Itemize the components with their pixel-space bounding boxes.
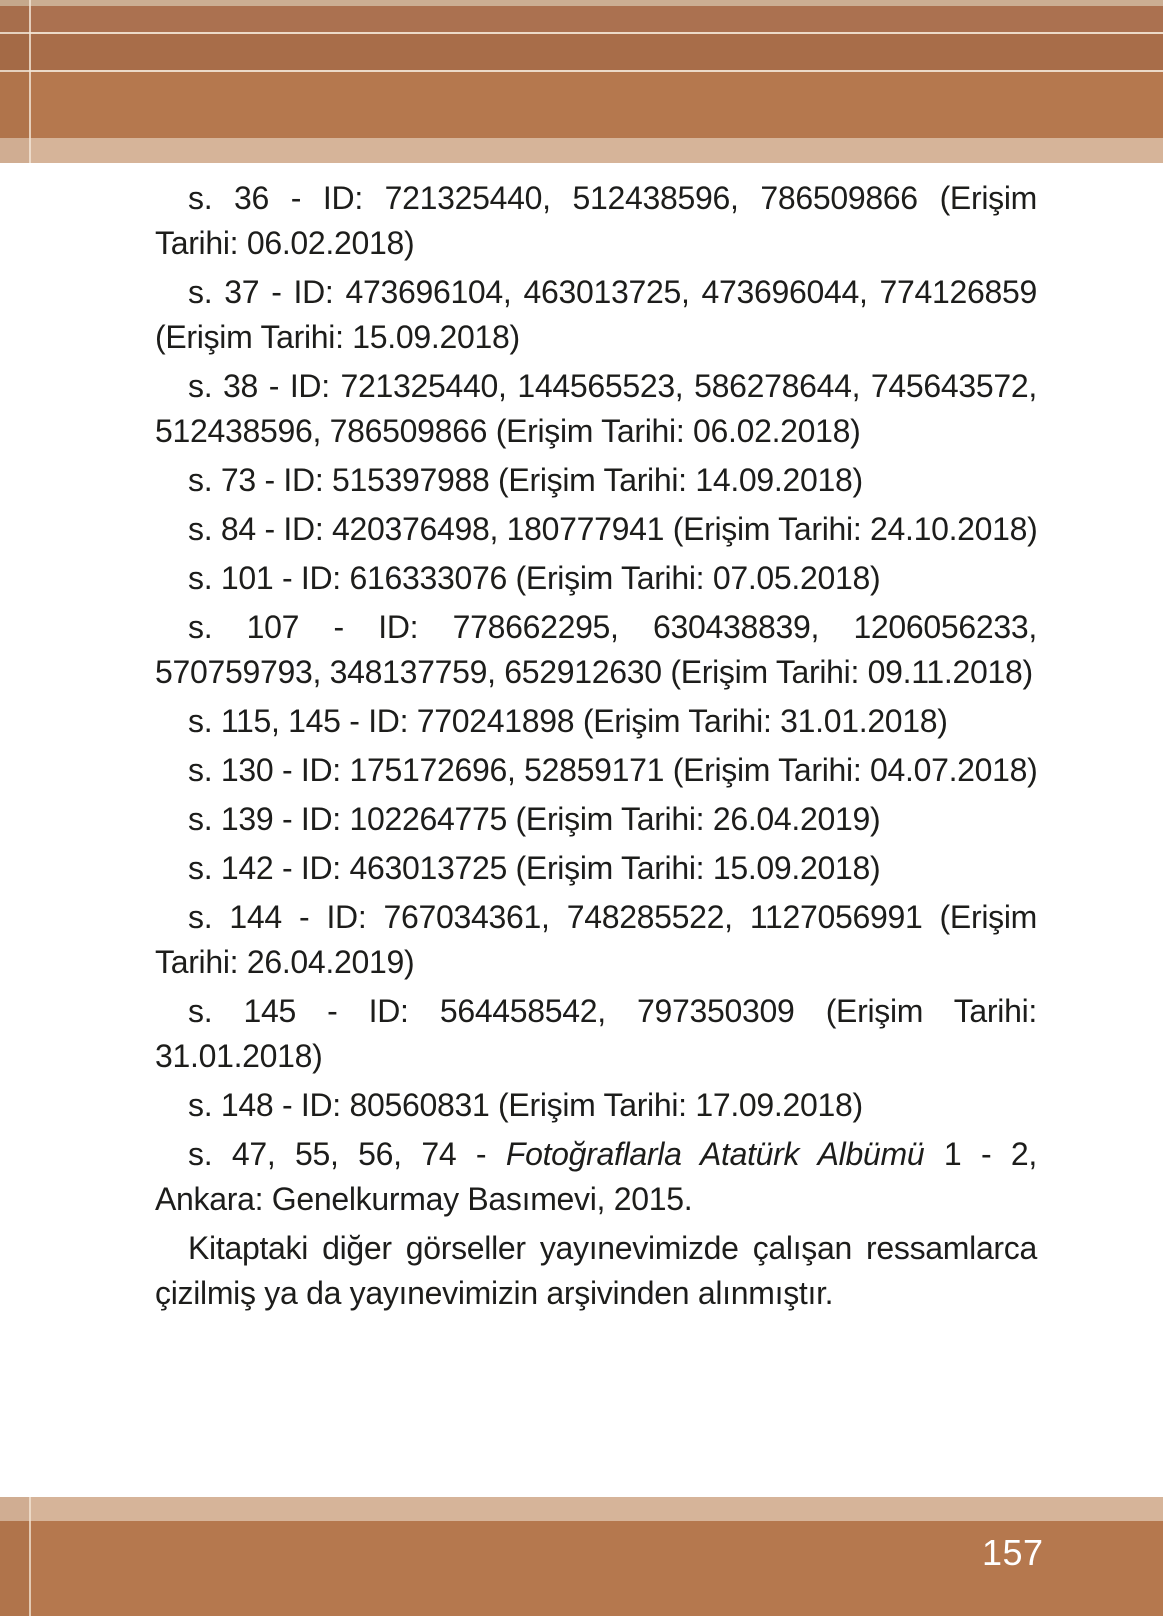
credit-entry — [155, 989, 1037, 1079]
credit-line: Tarihi: 26.04.2019) — [155, 944, 415, 980]
credit-line: s. 142 - ID: 463013725 (Erişim Tarihi: 15.09.2018) — [188, 850, 881, 886]
credit-entry — [155, 556, 1037, 601]
credit-entry — [155, 458, 1037, 503]
credit-line: s. 130 - ID: 175172696, 52859171 (Erişim Tarihi: 04.07.2018) — [188, 752, 1038, 788]
credit-line: s. 38 - ID: 721325440, 144565523, 586278644, 745643572, — [188, 368, 1037, 404]
credit-line: 512438596, 786509866 (Erişim Tarihi: 06.02.2018) — [155, 413, 861, 449]
credit-line: Ankara: Genelkurmay Basımevi, 2015. — [155, 1181, 693, 1217]
credit-line: s. 148 - ID: 80560831 (Erişim Tarihi: 17.09.2018) — [188, 1087, 863, 1123]
footer-tan-band — [0, 1497, 1163, 1521]
credit-line: s. 73 - ID: 515397988 (Erişim Tarihi: 14.09.2018) — [188, 462, 863, 498]
header-vertical-margin-line — [29, 0, 31, 163]
credit-line: s. 36 - ID: 721325440, 512438596, 786509866 (Erişim — [188, 180, 1037, 216]
credit-line: s. 144 - ID: 767034361, 748285522, 1127056991 (Erişim — [188, 899, 1037, 935]
credit-entry — [155, 507, 1037, 552]
credit-entry — [155, 797, 1037, 842]
credit-line: Kitaptaki diğer görseller yayınevimizde çalışan ressamlarca — [188, 1230, 1037, 1266]
credit-line: (Erişim Tarihi: 15.09.2018) — [155, 319, 520, 355]
credit-line: s. 37 - ID: 473696104, 463013725, 473696044, 774126859 — [188, 274, 1037, 310]
credit-line: 570759793, 348137759, 652912630 (Erişim Tarihi: 09.11.2018) — [155, 654, 1033, 690]
footer-left-margin-shade — [0, 1497, 29, 1616]
credit-entry — [155, 1226, 1037, 1316]
credit-line: s. 47, 55, 56, 74 - Fotoğraflarla Atatürk Albümü 1 - 2, — [188, 1136, 1037, 1172]
credit-entry — [155, 895, 1037, 985]
credit-line: 31.01.2018) — [155, 1038, 323, 1074]
credit-entry — [155, 1132, 1037, 1222]
page-number: 157 — [982, 1532, 1044, 1573]
header-tan-band — [0, 138, 1163, 163]
credit-line: s. 101 - ID: 616333076 (Erişim Tarihi: 07.05.2018) — [188, 560, 881, 596]
credits-list — [155, 176, 1037, 1320]
header-brown-band-2 — [0, 34, 1163, 70]
credit-entry — [155, 1083, 1037, 1128]
credit-line: Tarihi: 06.02.2018) — [155, 225, 415, 261]
credit-line: s. 84 - ID: 420376498, 180777941 (Erişim Tarihi: 24.10.2018) — [188, 511, 1038, 547]
footer-vertical-margin-line — [29, 1497, 31, 1616]
header-brown-band-3 — [0, 72, 1163, 138]
credit-line: s. 115, 145 - ID: 770241898 (Erişim Tarihi: 31.01.2018) — [188, 703, 948, 739]
credit-line: çizilmiş ya da yayınevimizin arşivinden alınmıştır. — [155, 1275, 834, 1311]
credit-entry — [155, 699, 1037, 744]
credit-entry — [155, 176, 1037, 266]
header-brown-band-1 — [0, 6, 1163, 32]
credit-entry — [155, 748, 1037, 793]
credit-line: s. 139 - ID: 102264775 (Erişim Tarihi: 26.04.2019) — [188, 801, 881, 837]
header-left-margin-shade — [0, 0, 29, 163]
credit-line: s. 145 - ID: 564458542, 797350309 (Erişim Tarihi: — [188, 993, 1037, 1029]
credit-entry — [155, 364, 1037, 454]
credit-line: s. 107 - ID: 778662295, 630438839, 1206056233, — [188, 609, 1037, 645]
credit-entry — [155, 605, 1037, 695]
credit-entry — [155, 846, 1037, 891]
credit-entry — [155, 270, 1037, 360]
